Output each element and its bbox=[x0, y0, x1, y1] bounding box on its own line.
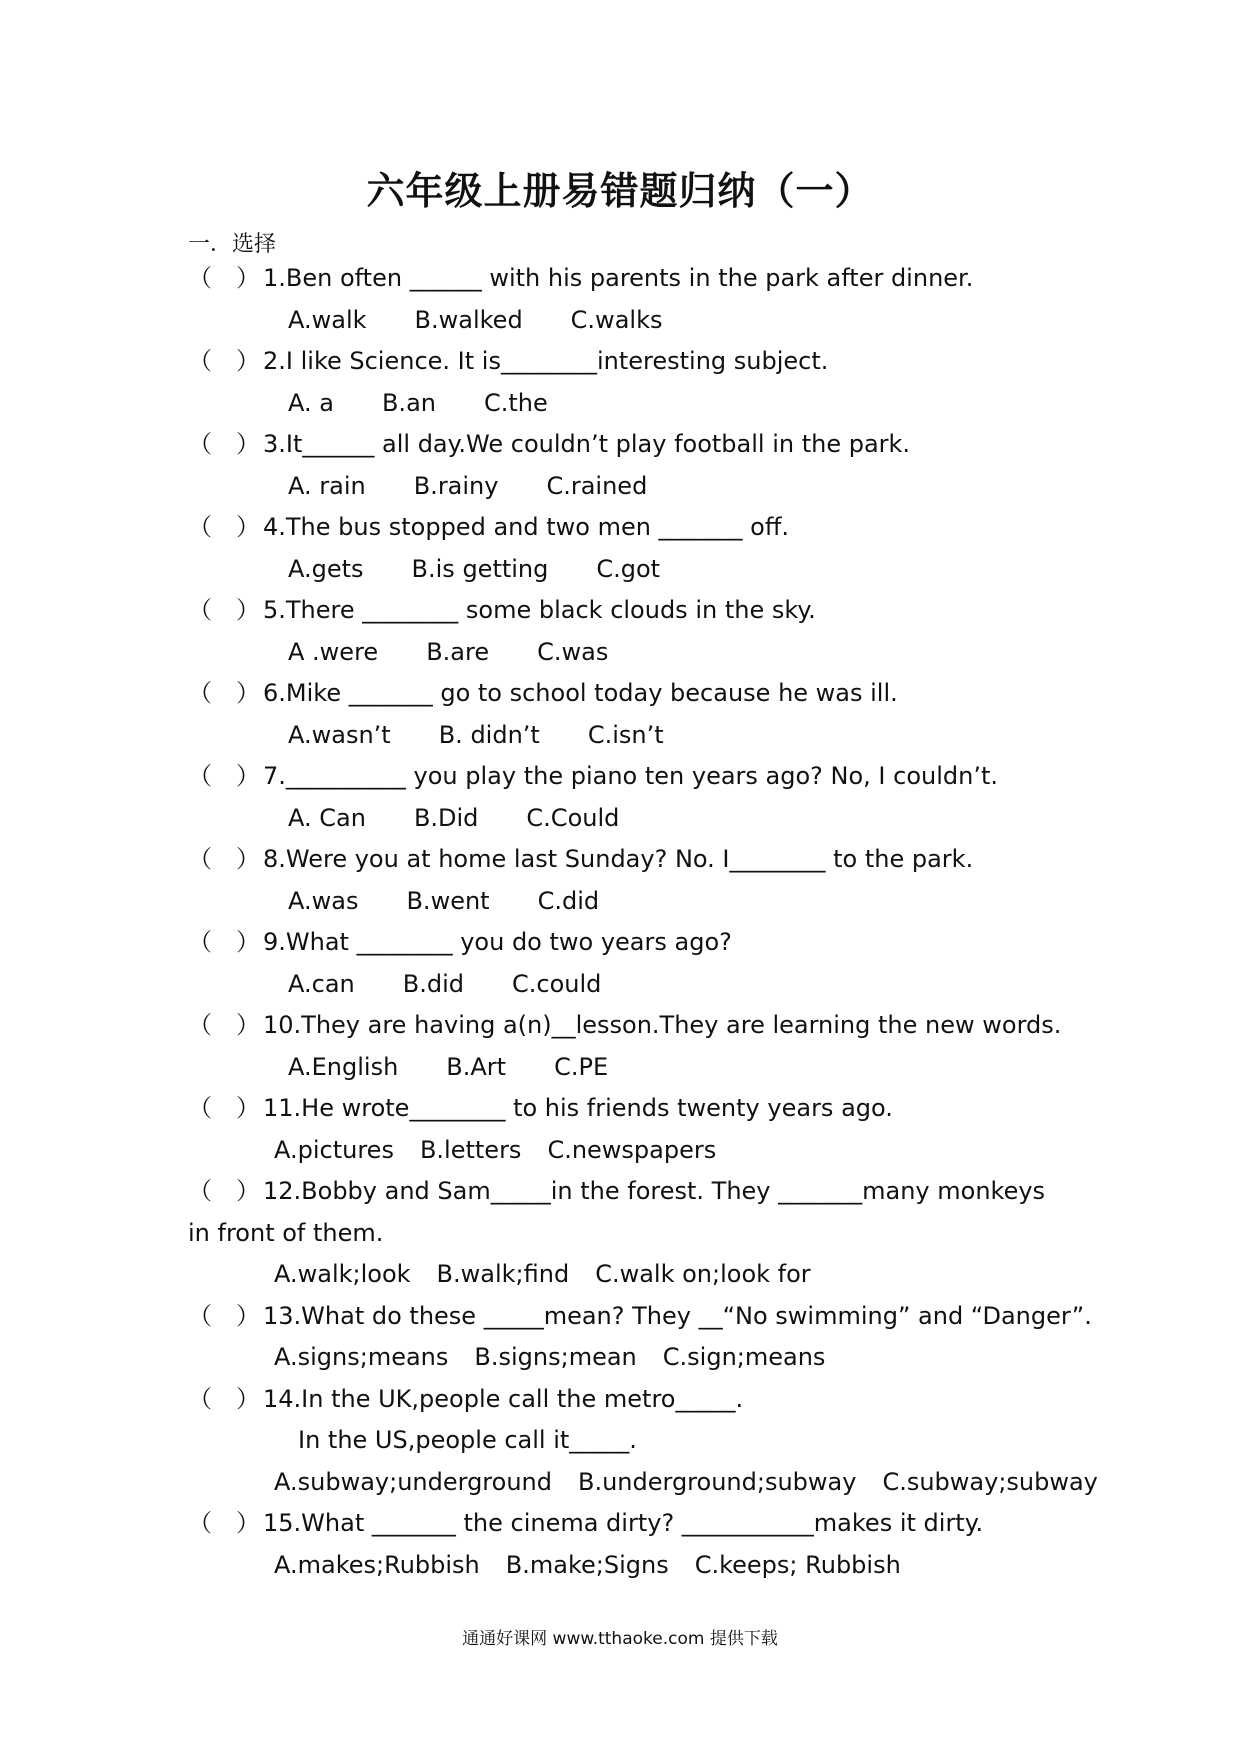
option-c: C.rained bbox=[546, 471, 648, 500]
option-c: C.got bbox=[596, 554, 661, 583]
question-9 bbox=[188, 922, 1068, 964]
option-c: C.sign;means bbox=[662, 1343, 826, 1371]
option-a: A.English bbox=[288, 1052, 399, 1081]
option-b: B.underground;subway bbox=[577, 1467, 857, 1496]
option-a: A.pictures bbox=[274, 1135, 394, 1164]
question-text: 12.Bobby and Sam_____in the forest. They _______many monkeys bbox=[263, 1177, 1046, 1205]
question-second-line: In the US,people call it_____. bbox=[298, 1426, 637, 1454]
section-heading: 一．选择 bbox=[188, 232, 277, 257]
option-a: A.can bbox=[288, 969, 355, 998]
option-c: C.walk on;look for bbox=[595, 1260, 811, 1288]
answer-bracket[interactable]: （ ） bbox=[188, 679, 260, 707]
option-b: B. didn’t bbox=[438, 720, 540, 749]
answer-bracket[interactable]: （ ） bbox=[188, 513, 260, 541]
option-b: B.Art bbox=[446, 1052, 507, 1081]
question-7 bbox=[188, 756, 1068, 798]
options-row bbox=[188, 383, 1068, 425]
question-list bbox=[188, 258, 1098, 1586]
option-b: B.Did bbox=[413, 803, 479, 832]
option-b: B.went bbox=[406, 886, 490, 915]
options-row bbox=[188, 549, 1068, 591]
option-c: C.keeps; Rubbish bbox=[694, 1550, 901, 1579]
options-row bbox=[188, 1254, 1068, 1296]
options-row bbox=[188, 1337, 1068, 1379]
option-b: B.did bbox=[402, 969, 464, 998]
option-b: B.walk;find bbox=[436, 1260, 570, 1288]
question-13 bbox=[188, 1296, 1092, 1338]
question-text: 10.They are having a(n)__lesson.They are learning the new words. bbox=[263, 1011, 1062, 1039]
option-a: A. rain bbox=[288, 471, 366, 500]
question-5 bbox=[188, 590, 1068, 632]
question-6 bbox=[188, 673, 1068, 715]
question-text: 8.Were you at home last Sunday? No. I________ to the park. bbox=[263, 845, 974, 873]
question-8 bbox=[188, 839, 1068, 881]
options-row bbox=[188, 715, 1068, 757]
option-c: C.did bbox=[537, 886, 600, 915]
option-b: B.make;Signs bbox=[505, 1550, 669, 1579]
question-3 bbox=[188, 424, 1068, 466]
question-text: 13.What do these _____mean? They __“No swimming” and “Danger”. bbox=[263, 1301, 1092, 1330]
question-text: 1.Ben often ______ with his parents in the park after dinner. bbox=[263, 264, 974, 292]
option-a: A.walk bbox=[288, 305, 367, 334]
question-text: 3.It______ all day.We couldn’t play football in the park. bbox=[263, 430, 911, 458]
option-c: C.newspapers bbox=[547, 1135, 717, 1164]
question-text: 11.He wrote________ to his friends twenty years ago. bbox=[263, 1094, 893, 1122]
question-14 bbox=[188, 1379, 1068, 1421]
options-row bbox=[188, 1462, 1098, 1504]
question-text: 5.There ________ some black clouds in the sky. bbox=[263, 596, 816, 624]
answer-bracket[interactable]: （ ） bbox=[188, 1011, 260, 1039]
options-row bbox=[188, 632, 1068, 674]
option-a: A.walk;look bbox=[274, 1260, 411, 1288]
answer-bracket[interactable]: （ ） bbox=[188, 1094, 260, 1122]
question-text: 9.What ________ you do two years ago? bbox=[263, 928, 732, 956]
option-a: A.gets bbox=[288, 554, 364, 583]
question-2 bbox=[188, 341, 1068, 383]
option-c: C.Could bbox=[526, 803, 620, 832]
option-b: B.walked bbox=[414, 305, 523, 334]
option-b: B.letters bbox=[419, 1135, 522, 1164]
answer-bracket[interactable]: （ ） bbox=[188, 1384, 260, 1413]
answer-bracket[interactable]: （ ） bbox=[188, 762, 260, 790]
options-row bbox=[188, 466, 1068, 508]
answer-bracket[interactable]: （ ） bbox=[188, 347, 260, 375]
option-a: A. a bbox=[288, 388, 334, 417]
option-c: C.the bbox=[483, 388, 548, 417]
option-c: C.walks bbox=[570, 305, 663, 334]
answer-bracket[interactable]: （ ） bbox=[188, 1509, 260, 1537]
question-text: 4.The bus stopped and two men _______ off. bbox=[263, 513, 790, 541]
answer-bracket[interactable]: （ ） bbox=[188, 1301, 260, 1330]
question-15 bbox=[188, 1503, 1068, 1545]
option-b: B.signs;mean bbox=[474, 1343, 637, 1371]
option-c: C.subway;subway bbox=[882, 1467, 1098, 1496]
option-c: C.isn’t bbox=[587, 720, 664, 749]
footer: 通通好课网 www.tthaoke.com 提供下载 bbox=[462, 1629, 778, 1649]
question-text: 2.I like Science. It is________interesting subject. bbox=[263, 347, 829, 375]
option-c: C.could bbox=[511, 969, 602, 998]
question-text: 14.In the UK,people call the metro_____. bbox=[263, 1384, 744, 1413]
question-text: 7.__________ you play the piano ten years ago? No, I couldn’t. bbox=[263, 762, 998, 790]
option-a: A.signs;means bbox=[274, 1343, 449, 1371]
options-row bbox=[188, 300, 1068, 342]
answer-bracket[interactable]: （ ） bbox=[188, 1177, 260, 1205]
option-b: B.rainy bbox=[413, 471, 499, 500]
option-a: A.makes;Rubbish bbox=[274, 1550, 480, 1579]
options-row bbox=[188, 798, 1068, 840]
option-a: A.subway;underground bbox=[274, 1467, 552, 1496]
answer-bracket[interactable]: （ ） bbox=[188, 430, 260, 458]
options-row bbox=[188, 881, 1068, 923]
option-b: B.an bbox=[381, 388, 436, 417]
options-row bbox=[188, 1047, 1068, 1089]
option-b: B.are bbox=[426, 637, 490, 666]
option-a: A .were bbox=[288, 637, 379, 666]
question-10 bbox=[188, 1005, 1068, 1047]
question-text: 15.What _______ the cinema dirty? ___________makes it dirty. bbox=[263, 1509, 984, 1537]
answer-bracket[interactable]: （ ） bbox=[188, 928, 260, 956]
option-c: C.PE bbox=[554, 1052, 609, 1081]
option-c: C.was bbox=[537, 637, 609, 666]
option-a: A.was bbox=[288, 886, 359, 915]
option-a: A.wasn’t bbox=[288, 720, 391, 749]
question-continuation: in front of them. bbox=[188, 1218, 384, 1247]
options-row bbox=[188, 1130, 1068, 1172]
question-11 bbox=[188, 1088, 1068, 1130]
question-1 bbox=[188, 258, 1068, 300]
question-12 bbox=[188, 1171, 1068, 1213]
option-b: B.is getting bbox=[411, 554, 549, 583]
question-4 bbox=[188, 507, 1068, 549]
option-a: A. Can bbox=[288, 803, 366, 832]
options-row bbox=[188, 964, 1068, 1006]
answer-bracket[interactable]: （ ） bbox=[188, 264, 260, 292]
page-title: 六年级上册易错题归纳（一） bbox=[366, 168, 874, 213]
answer-bracket[interactable]: （ ） bbox=[188, 845, 260, 873]
question-text: 6.Mike _______ go to school today because he was ill. bbox=[263, 679, 898, 707]
answer-bracket[interactable]: （ ） bbox=[188, 596, 260, 624]
options-row bbox=[188, 1545, 1068, 1587]
